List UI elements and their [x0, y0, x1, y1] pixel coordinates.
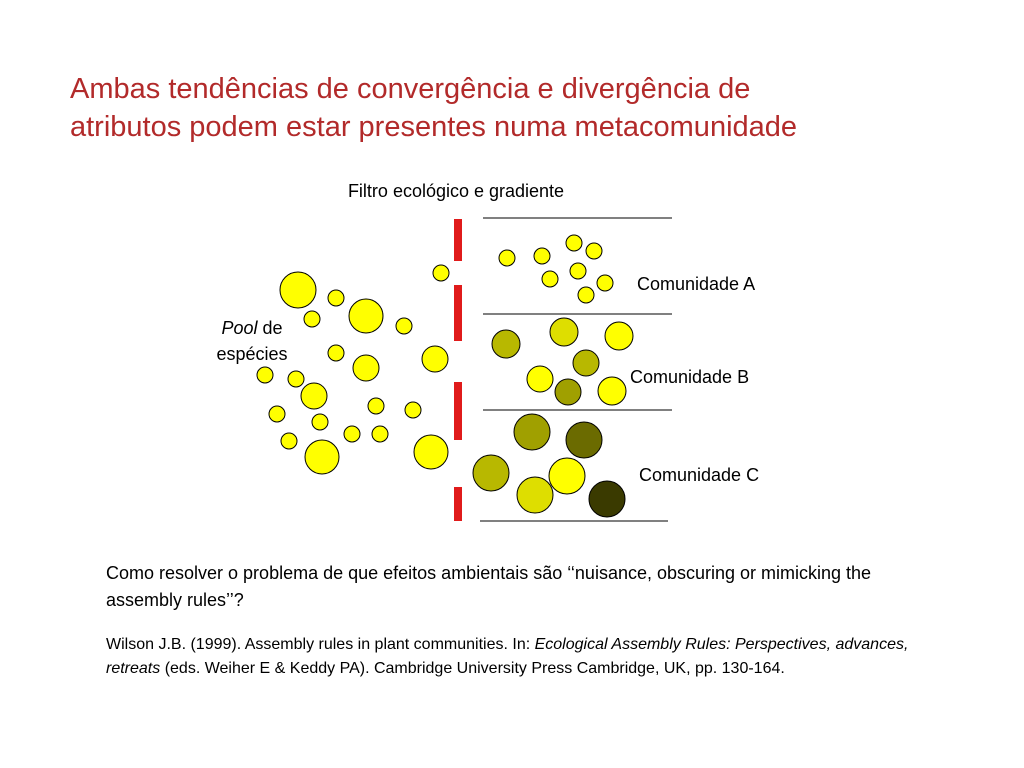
species-circle: [605, 322, 633, 350]
species-circle: [405, 402, 421, 418]
filter-segment: [454, 219, 462, 261]
citation-part-3: (eds. Weiher E & Keddy PA). Cambridge University Press Cambridge, UK, pp. 130-164.: [160, 660, 785, 677]
title-line-1: Ambas tendências de convergência e divergência de: [70, 73, 751, 105]
filter-segment: [454, 285, 462, 341]
species-circle: [288, 371, 304, 387]
pool-label-italic: Pool: [221, 318, 258, 338]
species-circle: [280, 272, 316, 308]
species-circle: [570, 263, 586, 279]
species-circle: [534, 248, 550, 264]
species-circle: [549, 458, 585, 494]
species-circle: [257, 367, 273, 383]
filter-label: Filtro ecológico e gradiente: [347, 181, 565, 201]
pool-label-line2: espécies: [216, 344, 288, 364]
community-c: [473, 414, 625, 517]
ecological-filter: [454, 219, 462, 521]
species-circle: [517, 477, 553, 513]
species-circle: [312, 414, 328, 430]
pool-label: [221, 318, 282, 338]
species-circle: [499, 250, 515, 266]
species-circle: [473, 455, 509, 491]
community-a-label: Comunidade A: [637, 274, 756, 294]
species-circle: [573, 350, 599, 376]
community-b: [492, 318, 633, 405]
species-circle: [542, 271, 558, 287]
species-circle: [598, 377, 626, 405]
species-circle: [555, 379, 581, 405]
species-circle: [514, 414, 550, 450]
species-circle: [414, 435, 448, 469]
species-circle: [344, 426, 360, 442]
community-c-label: Comunidade C: [639, 465, 760, 485]
species-circle: [422, 346, 448, 372]
species-circle: [578, 287, 594, 303]
species-circle: [396, 318, 412, 334]
species-circle: [368, 398, 384, 414]
species-circle: [269, 406, 285, 422]
species-circle: [550, 318, 578, 346]
species-circle: [433, 265, 449, 281]
citation-part-1: Wilson J.B. (1999). Assembly rules in plant communities. In:: [106, 636, 535, 653]
filter-segment: [454, 487, 462, 521]
species-circle: [566, 422, 602, 458]
species-pool: [257, 265, 449, 474]
species-circle: [281, 433, 297, 449]
species-circle: [566, 235, 582, 251]
species-circle: [597, 275, 613, 291]
community-b-label: Comunidade B: [630, 367, 750, 387]
species-circle: [328, 290, 344, 306]
species-circle: [305, 440, 339, 474]
species-circle: [328, 345, 344, 361]
citation: [106, 633, 946, 681]
species-circle: [492, 330, 520, 358]
title-line-2: atributos podem estar presentes numa metacomunidade: [70, 111, 798, 143]
pool-label-rest: de: [257, 318, 283, 338]
question-text: Como resolver o problema de que efeitos ambientais são ‘‘nuisance, obscuring or mimicking the assembly rules’’?: [106, 563, 872, 610]
species-circle: [527, 366, 553, 392]
species-circle: [589, 481, 625, 517]
species-circle: [353, 355, 379, 381]
species-circle: [304, 311, 320, 327]
species-circle: [586, 243, 602, 259]
species-circle: [349, 299, 383, 333]
species-circle: [301, 383, 327, 409]
species-circle: [372, 426, 388, 442]
community-a: [499, 235, 613, 303]
citation-book-title: Ecological Assembly Rules: Perspectives, advances, retreats: [106, 636, 909, 677]
filter-segment: [454, 382, 462, 440]
